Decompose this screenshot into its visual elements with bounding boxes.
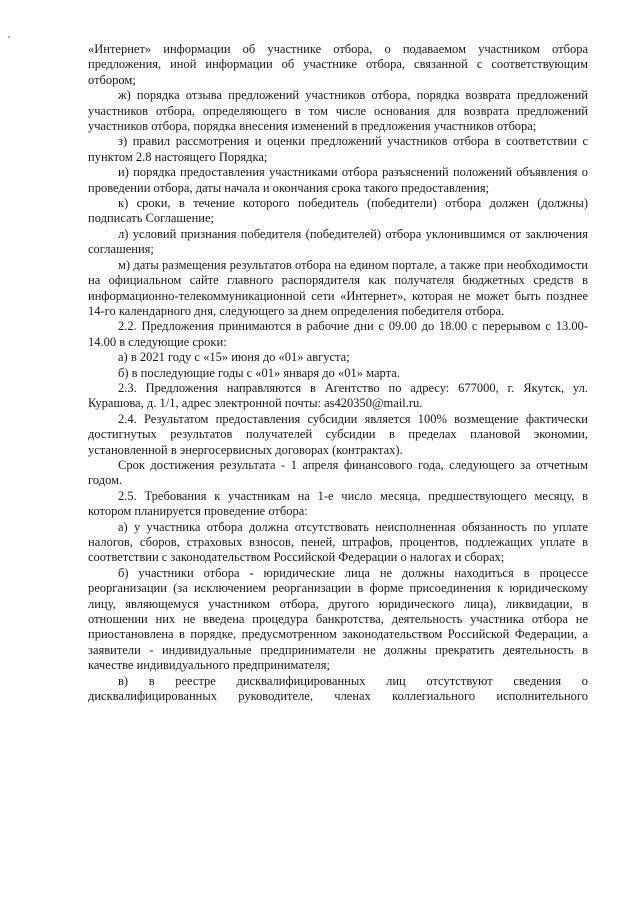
document-page [88,42,588,704]
paragraph-2-3: 2.3. Предложения направляются в Агентство по адресу: 677000, г. Якутск, ул. Курашова, д. 1/1, адрес электронной почты: as420350@mail.ru. [88,380,588,411]
scan-speck [8,36,10,38]
paragraph-k: к) сроки, в течение которого победитель (победители) отбора должен (должны) подписать Соглашение; [88,196,588,226]
paragraph-2-2-a: а) в 2021 году с «15» июня до «01» августа; [118,350,350,365]
paragraph-2-2-b: б) в последующие годы с «01» января до «01» марта. [118,365,400,380]
paragraph-deadline: Срок достижения результата - 1 апреля финансового года, следующего за отчетным годом. [88,457,588,488]
paragraph-2-5-v: в) в реестре дисквалифицированных лиц отсутствуют сведения о дисквалифицированных руководителе, членах коллегиального исполнительного [88,673,588,704]
paragraph-2-5: 2.5. Требования к участникам на 1-е число месяца, предшествующего месяцу, в котором планируется проведение отбора: [88,488,588,519]
paragraph-2-2: 2.2. Предложения принимаются в рабочие дни с 09.00 до 18.00 с перерывом с 13.00-14.00 в следующие сроки: [88,319,588,349]
paragraph-2-5-a: а) у участника отбора должна отсутствовать неисполненная обязанность по уплате налогов, сборов, страховых взносов, пеней, штрафов, процентов, подлежащих уплате в соответствии с законодательством Российской Федерации о налогах и сборах; [88,519,588,565]
paragraph-z: з) правил рассмотрения и оценки предложений участников отбора в соответствии с пунктом 2.8 настоящего Порядка; [88,134,588,164]
paragraph-zh: ж) порядка отзыва предложений участников отбора, порядка возврата предложений участников отбора, определяющего в том числе основания для возврата предложений участников отбора, порядка внесения изменений в предложения участников отбора; [88,88,588,134]
paragraph-internet-info: «Интернет» информации об участнике отбора, о подаваемом участником отбора предложения, иной информации об участнике отбора, связанной с соответствующим отбором; [88,42,588,87]
paragraph-2-5-b: б) участники отбора - юридические лица не должны находиться в процессе реорганизации (за исключением реорганизации в форме присоединения к юридическому лицу, являющемуся участником отбора, другого юридического лица), ликвидации, в отношении них не введена процедура банкротства, деятельность участника отбора не приостановлена в порядке, предусмотренном законодательством Российской Федерации, а заявители - индивидуальные предприниматели не должны прекратить деятельность в качестве индивидуального предпринимателя; [88,565,588,673]
paragraph-l: л) условий признания победителя (победителей) отбора уклонившимся от заключения соглашения; [88,226,588,257]
paragraph-i: и) порядка предоставления участниками отбора разъяснений положений объявления о проведении отбора, даты начала и окончания срока такого предоставления; [88,165,588,195]
paragraph-2-4: 2.4. Результатом предоставления субсидии является 100% возмещение фактически достигнутых результатов получателей субсидии в пределах плановой экономии, установленной в энергосервисных договорах (контрактах). [88,411,588,457]
paragraph-m: м) даты размещения результатов отбора на едином портале, а также при необходимости на официальном сайте главного распорядителя как получателя бюджетных средств в информационно-телекоммуникационной сети «Интернет», которая не может быть позднее 14-го календарного дня, следующего за днем определения победителя отбора. [88,257,588,318]
